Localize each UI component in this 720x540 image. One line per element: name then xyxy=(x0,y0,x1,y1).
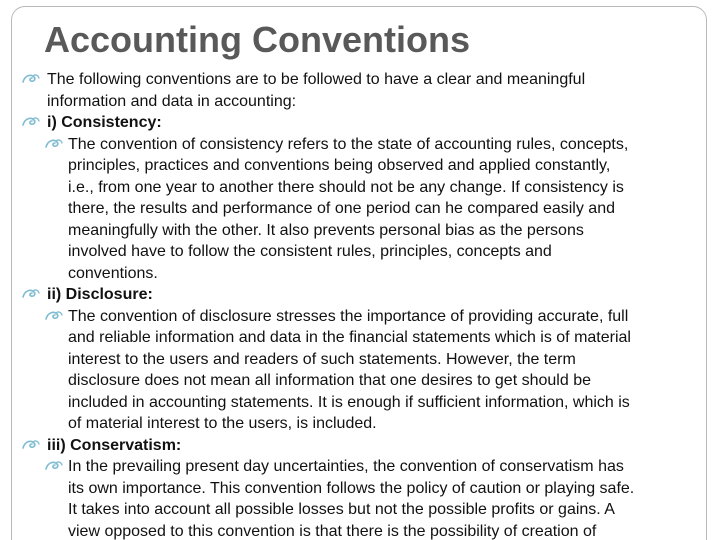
section-body-line: i.e., from one year to another there should not be any change. If consistency is xyxy=(68,178,624,196)
section-body-line: meaningfully with the other. It also prevents personal bias as the persons xyxy=(68,221,584,239)
section-body-line: and reliable information and data in the financial statements which is of material xyxy=(68,329,631,346)
section-body-line: involved have to follow the consistent rules, principles, concepts and xyxy=(68,243,552,260)
section-heading: i) Consistency: xyxy=(47,114,162,131)
section-body-line: of material interest to the users, is included. xyxy=(68,415,377,432)
section-body-line: principles, practices and conventions being observed and applied constantly, xyxy=(68,157,611,174)
swirl-bullet-icon xyxy=(22,73,40,87)
swirl-bullet-icon xyxy=(22,116,40,130)
section-body-line: there, the results and performance of one period can he compared easily and xyxy=(68,200,615,217)
swirl-bullet-icon xyxy=(45,460,63,474)
section-body-line: The convention of consistency refers to the state of accounting rules, concepts, xyxy=(68,135,629,153)
section-body-line: conventions. xyxy=(68,264,158,282)
section-body-line: It takes into account all possible losses but not the possible profits or gains. A xyxy=(68,501,615,518)
section-heading: iii) Conservatism: xyxy=(47,436,182,454)
swirl-bullet-icon xyxy=(45,138,63,152)
section-body-line: view opposed to this convention is that there is the possibility of creation of xyxy=(68,522,597,540)
section-body-line: In the prevailing present day uncertainties, the convention of conservatism has xyxy=(68,458,624,475)
section-body-line: disclosure does not mean all information that one desires to get should be xyxy=(68,372,591,389)
section-body-line: its own importance. This convention follows the policy of caution or playing safe. xyxy=(68,479,635,497)
swirl-bullet-icon xyxy=(22,288,40,302)
intro-text-line: The following conventions are to be followed to have a clear and meaningful xyxy=(47,71,586,88)
intro-text-line: information and data in accounting: xyxy=(47,92,297,110)
swirl-bullet-icon xyxy=(22,439,40,453)
section-heading: ii) Disclosure: xyxy=(47,286,153,303)
section-body-line: included in accounting statements. It is enough if sufficient information, which is xyxy=(68,393,630,411)
section-body-line: The convention of disclosure stresses the importance of providing accurate, full xyxy=(68,307,629,325)
section-body-line: interest to the users and readers of such statements. However, the term xyxy=(68,350,576,368)
slide-title: Accounting Conventions xyxy=(44,19,470,60)
swirl-bullet-icon xyxy=(45,310,63,324)
